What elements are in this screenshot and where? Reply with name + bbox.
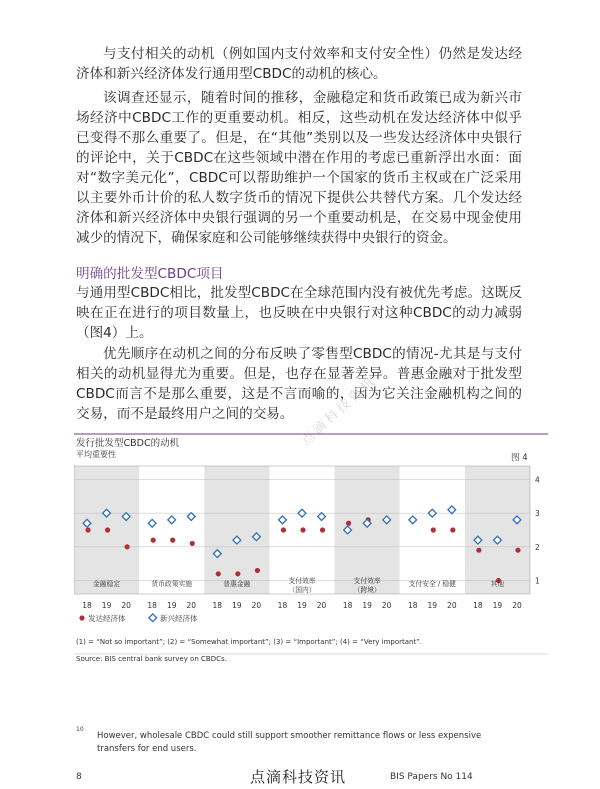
advanced-point bbox=[300, 527, 305, 532]
section-heading: 明确的批发型CBDC项目 bbox=[76, 266, 224, 282]
chart-svg bbox=[74, 432, 548, 670]
y-tick-label: 1 bbox=[535, 576, 540, 586]
footnote-text: However, wholesale CBDC could still support smoother remittance flows or less expensive transfers for end users. bbox=[97, 731, 482, 754]
advanced-point bbox=[320, 527, 325, 532]
paragraph-2: 该调查还显示，随着时间的推移，金融稳定和货币政策已成为新兴市场经济中CBDC工作的更重要动机。相反，这些动机在发达经济体中似乎已变得不那么重要了。但是，在“其他”类别以及一些发达经济体中央银行的评论中，关于CBDC在这些领域中潜在作用的考虑已重新浮出水面：面对“数字美元化”，CBDC可以帮助维护一个国家的货币主权或在广泛采用以主要外币计价的私人数字货币的情况下提供公共替代方案。几个发达经济体和新兴经济体中央银行强调的另一个重要动机是，在交易中现金使用减少的情况下，确保家庭和公司能够继续获得中央银行的资金。 bbox=[76, 90, 522, 246]
chart-notes: (1) = “Not so important”; (2) = “Somewhat important”; (3) = “Important”; (4) = “Very important”. bbox=[76, 638, 423, 646]
x-tick-label: 18 bbox=[342, 601, 353, 610]
paragraph-4: 优先顺序在动机之间的分布反映了零售型CBDC的情况-尤其是与支付相关的动机显得尤为重要。但是，也存在显著差异。普惠金融对于批发型CBDC而言不是那么重要，这是不言而喻的，因为它关注金融机构之间的交易，而不是最终用户之间的交易。 bbox=[76, 346, 522, 422]
legend-emerging-label: 新兴经济体 bbox=[160, 614, 198, 623]
x-tick-label: 20 bbox=[447, 601, 457, 610]
advanced-point bbox=[515, 548, 520, 553]
advanced-point bbox=[431, 527, 436, 532]
advanced-point bbox=[255, 568, 260, 573]
x-tick-label: 19 bbox=[101, 601, 112, 610]
x-tick-label: 18 bbox=[147, 601, 157, 610]
advanced-point bbox=[450, 527, 455, 532]
category-label: 支付安全 / 稳健 bbox=[408, 580, 456, 588]
advanced-point bbox=[476, 548, 481, 553]
chart-source: Source: BIS central bank survey on CBDCs. bbox=[76, 655, 227, 663]
y-tick-label: 3 bbox=[535, 509, 540, 519]
legend-advanced-label: 发达经济体 bbox=[88, 614, 126, 623]
x-tick-label: 19 bbox=[232, 601, 242, 610]
paragraph-3: 与通用型CBDC相比，批发型CBDC在全球范围内没有被优先考虑。这既反映在正在进行的项目数量上，也反映在中央银行对这种CBDC的动力减弱（图4）上。 bbox=[76, 285, 522, 341]
x-tick-label: 19 bbox=[492, 601, 503, 610]
category-label: 货币政策实施 bbox=[151, 580, 193, 588]
advanced-point bbox=[85, 527, 90, 532]
chart-title: 发行批发型CBDC的动机 bbox=[76, 438, 180, 449]
y-tick-label: 4 bbox=[535, 475, 540, 485]
x-tick-label: 20 bbox=[251, 601, 262, 610]
x-tick-label: 18 bbox=[82, 601, 92, 610]
x-tick-label: 20 bbox=[316, 601, 327, 610]
x-tick-label: 20 bbox=[381, 601, 392, 610]
x-tick-label: 18 bbox=[212, 601, 223, 610]
category-label: 支付效率（国内） bbox=[288, 577, 316, 594]
publication-title: BIS Papers No 114 bbox=[390, 772, 473, 782]
diagonal-watermark: 点滴科技资讯 bbox=[298, 373, 381, 449]
category-label: 其他 bbox=[490, 580, 505, 588]
paragraph-1: 与支付相关的动机（例如国内支付效率和支付安全性）仍然是发达经济体和新兴经济体发行通用型CBDC的动机的核心。 bbox=[76, 46, 522, 82]
figure-4 bbox=[74, 432, 548, 670]
x-tick-label: 18 bbox=[407, 601, 418, 610]
footnote-number: 10 bbox=[76, 726, 84, 733]
x-tick-label: 20 bbox=[186, 601, 197, 610]
x-tick-label: 19 bbox=[166, 601, 177, 610]
panel-background bbox=[465, 466, 530, 594]
x-tick-label: 19 bbox=[427, 601, 438, 610]
advanced-point bbox=[151, 538, 156, 543]
chart-subtitle: 平均重要性 bbox=[76, 450, 116, 459]
advanced-point bbox=[125, 544, 130, 549]
advanced-point bbox=[281, 527, 286, 532]
x-tick-label: 19 bbox=[297, 601, 307, 610]
advanced-point bbox=[190, 541, 195, 546]
chart-legend bbox=[79, 613, 198, 623]
advanced-point bbox=[216, 571, 221, 576]
x-tick-label: 18 bbox=[473, 601, 483, 610]
figure-label: 图 4 bbox=[511, 453, 528, 463]
advanced-point bbox=[346, 521, 351, 526]
legend-emerging-marker bbox=[149, 614, 157, 622]
x-tick-label: 20 bbox=[512, 601, 522, 610]
page-number: 8 bbox=[76, 772, 82, 782]
advanced-point bbox=[235, 571, 240, 576]
x-tick-label: 18 bbox=[277, 601, 288, 610]
legend-advanced-marker bbox=[79, 615, 84, 620]
y-tick-label: 2 bbox=[535, 542, 540, 552]
advanced-point bbox=[105, 527, 110, 532]
category-label: 支付效率（跨境） bbox=[353, 577, 381, 594]
advanced-point bbox=[170, 538, 175, 543]
category-label: 普惠金融 bbox=[223, 580, 251, 588]
x-tick-label: 20 bbox=[121, 601, 131, 610]
panel-background bbox=[139, 466, 204, 594]
category-label: 金融稳定 bbox=[92, 580, 121, 588]
footer-watermark: 点滴科技资讯 bbox=[250, 768, 347, 786]
x-tick-label: 19 bbox=[362, 601, 372, 610]
